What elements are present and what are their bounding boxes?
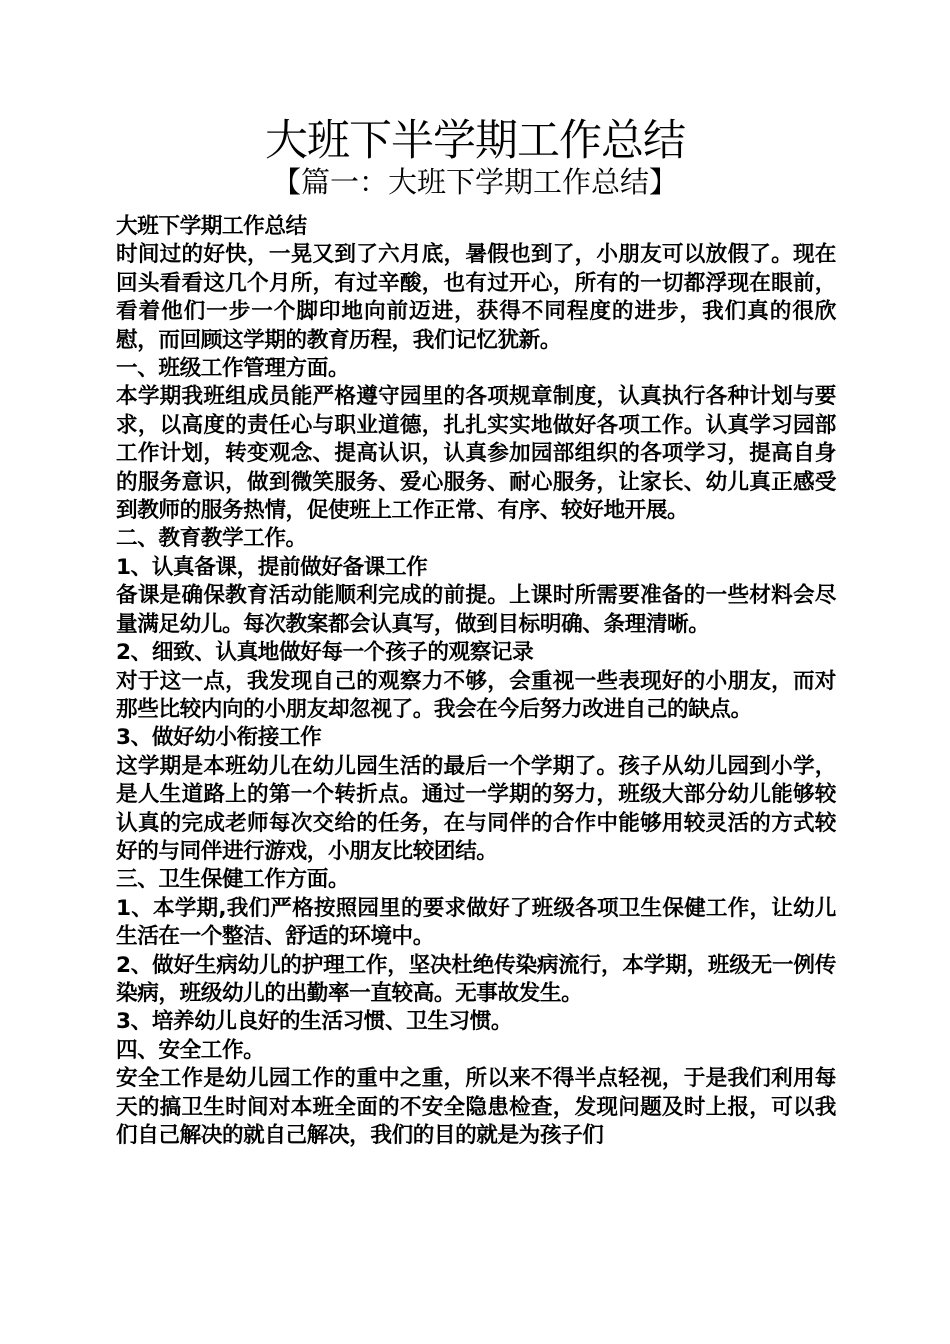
section-heading: 二、教育教学工作。 [116, 526, 307, 552]
subsection-heading: 3、做好幼小衔接工作 [116, 725, 322, 751]
section-heading: 四、安全工作。 [116, 1037, 265, 1063]
document-title: 大班下半学期工作总结 [265, 116, 685, 166]
paragraph: 2、做好生病幼儿的护理工作，坚决杜绝传染病流行，本学期，班级无一例传染病，班级幼儿的出勤率一直较高。无事故发生。 [116, 952, 836, 1006]
document-body [116, 213, 836, 1150]
paragraph: 本学期我班组成员能严格遵守园里的各项规章制度，认真执行各种计划与要求，以高度的责任心与职业道德，扎扎实实地做好各项工作。认真学习园部工作计划，转变观念、提高认识，认真参加园部组织的各项学习，提高自身的服务意识，做到微笑服务、爱心服务、耐心服务，让家长、幼儿真正感受到教师的服务热情，促使班上工作正常、有序、较好地开展。 [116, 384, 836, 524]
paragraph: 1、本学期,我们严格按照园里的要求做好了班级各项卫生保健工作，让幼儿生活在一个整洁、舒适的环境中。 [116, 895, 836, 950]
paragraph: 这学期是本班幼儿在幼儿园生活的最后一个学期了。孩子从幼儿园到小学，是人生道路上的第一个转折点。通过一学期的努力，班级大部分幼儿能够较认真的完成老师每次交给的任务，在与同伴的合作中能够用较灵活的方式较好的与同伴进行游戏，小朋友比较团结。 [116, 753, 836, 864]
subsection-heading: 1、认真备课，提前做好备课工作 [116, 554, 428, 580]
document-subtitle: 【篇一：大班下学期工作总结】 [271, 165, 678, 199]
subsection-heading: 2、细致、认真地做好每一个孩子的观察记录 [116, 640, 534, 666]
paragraph: 安全工作是幼儿园工作的重中之重，所以来不得半点轻视，于是我们利用每天的搞卫生时间对本班全面的不安全隐患检查，发现问题及时上报，可以我们自己解决的就自己解决，我们的目的就是为孩子们 [116, 1066, 836, 1148]
section-heading: 大班下学期工作总结 [116, 214, 307, 239]
paragraph: 对于这一点，我发现自己的观察力不够，会重视一些表现好的小朋友，而对那些比较内向的小朋友却忽视了。我会在今后努力改进自己的缺点。 [116, 668, 836, 722]
paragraph: 3、培养幼儿良好的生活习惯、卫生习惯。 [116, 1009, 513, 1035]
section-heading: 一、班级工作管理方面。 [116, 356, 350, 382]
paragraph: 备课是确保教育活动能顺利完成的前提。上课时所需要准备的一些材料会尽量满足幼儿。每次教案都会认真写，做到目标明确、条理清晰。 [116, 583, 836, 637]
paragraph: 时间过的好快，一晃又到了六月底，暑假也到了，小朋友可以放假了。现在回头看看这几个月所，有过辛酸，也有过开心，所有的一切都浮现在眼前，看着他们一步一个脚印地向前迈进，获得不同程度的进步，我们真的很欣慰，而回顾这学期的教育历程，我们记忆犹新。 [116, 242, 836, 353]
section-heading: 三、卫生保健工作方面。 [116, 867, 350, 893]
